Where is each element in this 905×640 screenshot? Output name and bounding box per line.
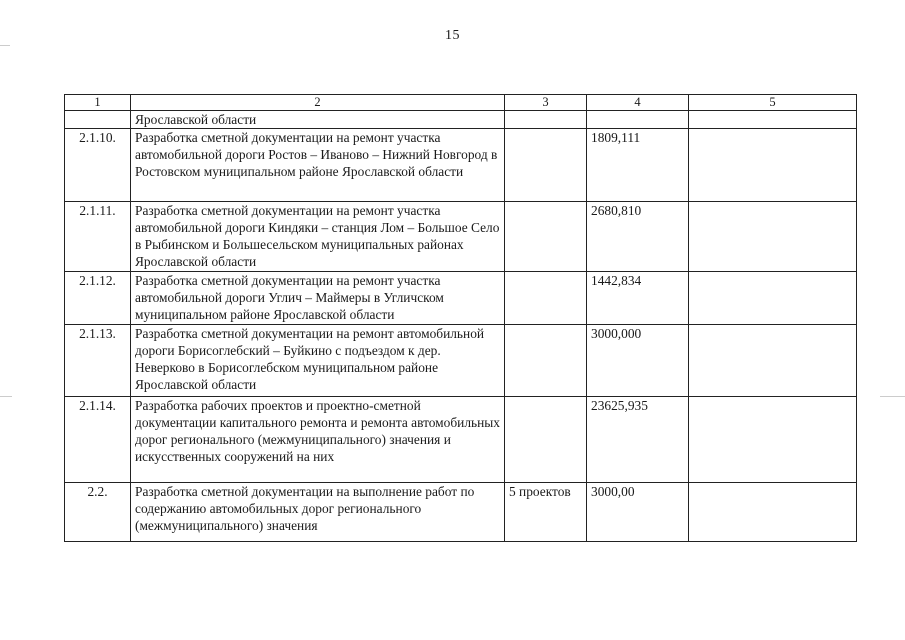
- cell-col5: [689, 325, 857, 397]
- cell-amount: 23625,935: [587, 397, 689, 483]
- cell-amount: [587, 111, 689, 129]
- scan-artifact-left: [0, 45, 10, 46]
- header-col-2: 2: [131, 95, 505, 111]
- cell-name: Разработка сметной документации на ремонт участка автомобильной дороги Киндяки – станция Лом – Большое Село в Рыбинском и Большесельском муниципальных районах Ярославской области: [131, 202, 505, 272]
- cell-amount: 2680,810: [587, 202, 689, 272]
- table-row: [65, 397, 857, 483]
- cell-col5: [689, 202, 857, 272]
- cell-num: 2.1.11.: [65, 202, 131, 272]
- estimate-table: [64, 94, 857, 542]
- table-row-continuation: [65, 111, 857, 129]
- table-row: [65, 272, 857, 325]
- cell-col5: [689, 272, 857, 325]
- cell-amount: 1809,111: [587, 129, 689, 202]
- page-number: 15: [445, 28, 460, 43]
- cell-name: Разработка сметной документации на ремонт участка автомобильной дороги Ростов – Иваново – Нижний Новгород в Ростовском муниципальном районе Ярославской области: [131, 129, 505, 202]
- cell-name: Ярославской области: [131, 111, 505, 129]
- cell-amount: 3000,00: [587, 483, 689, 542]
- header-col-1: 1: [65, 95, 131, 111]
- header-col-4: 4: [587, 95, 689, 111]
- header-col-5: 5: [689, 95, 857, 111]
- cell-col5: [689, 111, 857, 129]
- cell-num: 2.1.10.: [65, 129, 131, 202]
- cell-name: Разработка сметной документации на выполнение работ по содержанию автомобильных дорог регионального (межмуниципального) значения: [131, 483, 505, 542]
- cell-qty: [505, 325, 587, 397]
- cell-name: Разработка рабочих проектов и проектно-сметной документации капитального ремонта и ремонта автомобильных дорог регионального (межмуниципального) значения и искусственных сооружений на них: [131, 397, 505, 483]
- header-col-3: 3: [505, 95, 587, 111]
- cell-qty: [505, 129, 587, 202]
- table-header-row: [65, 95, 857, 111]
- cell-qty: [505, 111, 587, 129]
- table-row: [65, 129, 857, 202]
- cell-qty: [505, 202, 587, 272]
- cell-qty: [505, 397, 587, 483]
- cell-num: [65, 111, 131, 129]
- cell-num: 2.1.12.: [65, 272, 131, 325]
- cell-name: Разработка сметной документации на ремонт участка автомобильной дороги Углич – Маймеры в Угличском муниципальном районе Ярославской области: [131, 272, 505, 325]
- cell-col5: [689, 129, 857, 202]
- table-row: [65, 325, 857, 397]
- table-row: [65, 483, 857, 542]
- cell-qty: [505, 272, 587, 325]
- cell-num: 2.2.: [65, 483, 131, 542]
- cell-amount: 1442,834: [587, 272, 689, 325]
- table-row: [65, 202, 857, 272]
- scan-artifact-right: [880, 396, 905, 397]
- cell-num: 2.1.14.: [65, 397, 131, 483]
- cell-col5: [689, 397, 857, 483]
- cell-amount: 3000,000: [587, 325, 689, 397]
- scan-artifact-left-2: [0, 396, 12, 397]
- cell-name: Разработка сметной документации на ремонт автомобильной дороги Борисоглебский – Буйкино с подъездом к дер. Неверково в Борисоглебском муниципальном районе Ярославской области: [131, 325, 505, 397]
- cell-col5: [689, 483, 857, 542]
- cell-qty: 5 проектов: [505, 483, 587, 542]
- cell-num: 2.1.13.: [65, 325, 131, 397]
